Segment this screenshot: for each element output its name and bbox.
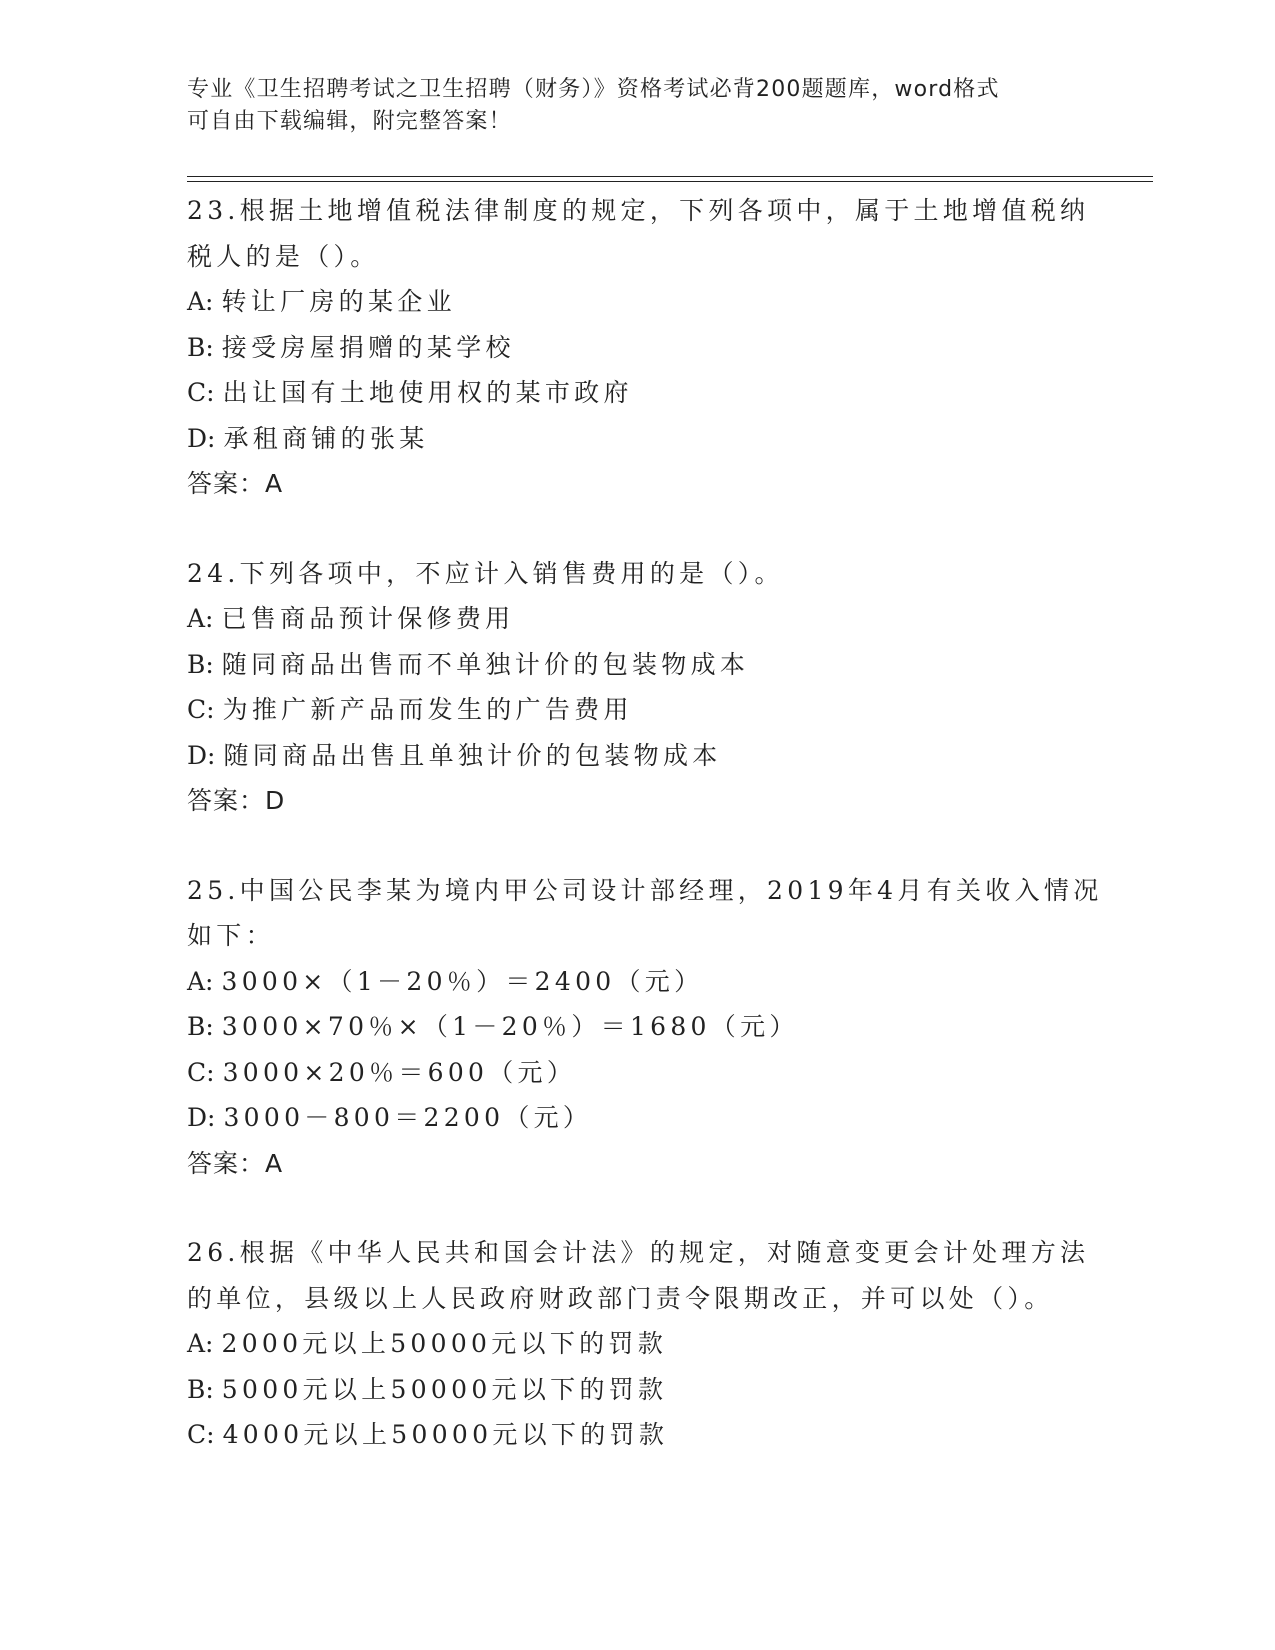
option-letter: D: <box>187 1103 216 1132</box>
option-text: 随同商品出售且单独计价的包装物成本 <box>223 740 722 770</box>
option-letter: C: <box>187 378 215 407</box>
question-stem-line: 26.根据《中华人民共和国会计法》的规定，对随意变更会计处理方法 <box>187 1238 1090 1267</box>
answer-option <box>187 1004 1137 1050</box>
answer-option <box>187 733 1137 779</box>
answer-option <box>187 416 1137 462</box>
option-letter: A: <box>187 287 214 316</box>
question-block <box>187 551 1137 824</box>
header-divider-bottom <box>187 181 1153 182</box>
option-letter: B: <box>187 649 214 679</box>
answer-key: 答案：D <box>187 786 286 815</box>
option-text: 已售商品预计保修费用 <box>221 604 515 633</box>
answer-option <box>187 1321 1137 1367</box>
answer-key: 答案：A <box>187 469 284 498</box>
option-text: 3000×20％＝600（元） <box>222 1057 577 1087</box>
question-stem-line: 税人的是（）。 <box>187 241 380 271</box>
question-block <box>187 1230 1137 1458</box>
question-stem-line: 的单位，县级以上人民政府财政部门责令限期改正，并可以处（）。 <box>187 1283 1054 1313</box>
answer-key: 答案：A <box>187 1148 284 1178</box>
answer-option <box>187 1412 1137 1458</box>
header-divider-top <box>187 176 1153 177</box>
option-text: 3000×（1－20％）＝2400（元） <box>221 966 704 996</box>
question-block <box>187 188 1137 507</box>
answer-option <box>187 596 1137 642</box>
option-text: 4000元以上50000元以下的罚款 <box>222 1420 669 1449</box>
option-letter: D: <box>187 740 216 770</box>
option-letter: D: <box>187 423 216 453</box>
question-stem-line: 如下： <box>187 921 275 950</box>
header-line-2: 可自由下载编辑，附完整答案！ <box>187 109 512 134</box>
option-letter: B: <box>187 1374 214 1404</box>
option-text: 转让厂房的某企业 <box>221 287 456 316</box>
question-list <box>187 188 1137 1458</box>
answer-option <box>187 959 1137 1005</box>
document-header <box>187 74 1087 138</box>
header-line-1: 专业《卫生招聘考试之卫生招聘（财务）》资格考试必背200题题库，word格式 <box>187 77 1000 102</box>
answer-option <box>187 687 1137 733</box>
option-text: 随同商品出售而不单独计价的包装物成本 <box>221 649 750 679</box>
question-stem-line: 25.中国公民李某为境内甲公司设计部经理，2019年4月有关收入情况 <box>187 875 1103 905</box>
option-letter: C: <box>187 695 215 724</box>
question-block <box>187 868 1137 1187</box>
option-text: 承租商铺的张某 <box>223 423 429 453</box>
option-text: 2000元以上50000元以下的罚款 <box>221 1329 668 1358</box>
option-letter: B: <box>187 332 214 362</box>
option-text: 3000－800＝2200（元） <box>223 1103 593 1132</box>
answer-option <box>187 1367 1137 1413</box>
answer-option <box>187 325 1137 371</box>
answer-option <box>187 1050 1137 1096</box>
option-letter: C: <box>187 1057 215 1087</box>
option-text: 出让国有土地使用权的某市政府 <box>222 378 633 407</box>
option-letter: B: <box>187 1012 214 1041</box>
option-text: 接受房屋捐赠的某学校 <box>221 332 515 362</box>
answer-option <box>187 642 1137 688</box>
option-letter: C: <box>187 1420 215 1449</box>
answer-option <box>187 279 1137 325</box>
question-stem-line: 23.根据土地增值税法律制度的规定，下列各项中，属于土地增值税纳 <box>187 196 1090 225</box>
option-letter: A: <box>187 604 214 633</box>
question-stem-line: 24.下列各项中，不应计入销售费用的是（）。 <box>187 558 784 588</box>
answer-option <box>187 1095 1137 1141</box>
answer-option <box>187 370 1137 416</box>
option-letter: A: <box>187 966 214 996</box>
option-letter: A: <box>187 1329 214 1358</box>
option-text: 3000×70％×（1－20％）＝1680（元） <box>221 1012 799 1041</box>
option-text: 为推广新产品而发生的广告费用 <box>222 695 633 724</box>
option-text: 5000元以上50000元以下的罚款 <box>221 1374 668 1404</box>
